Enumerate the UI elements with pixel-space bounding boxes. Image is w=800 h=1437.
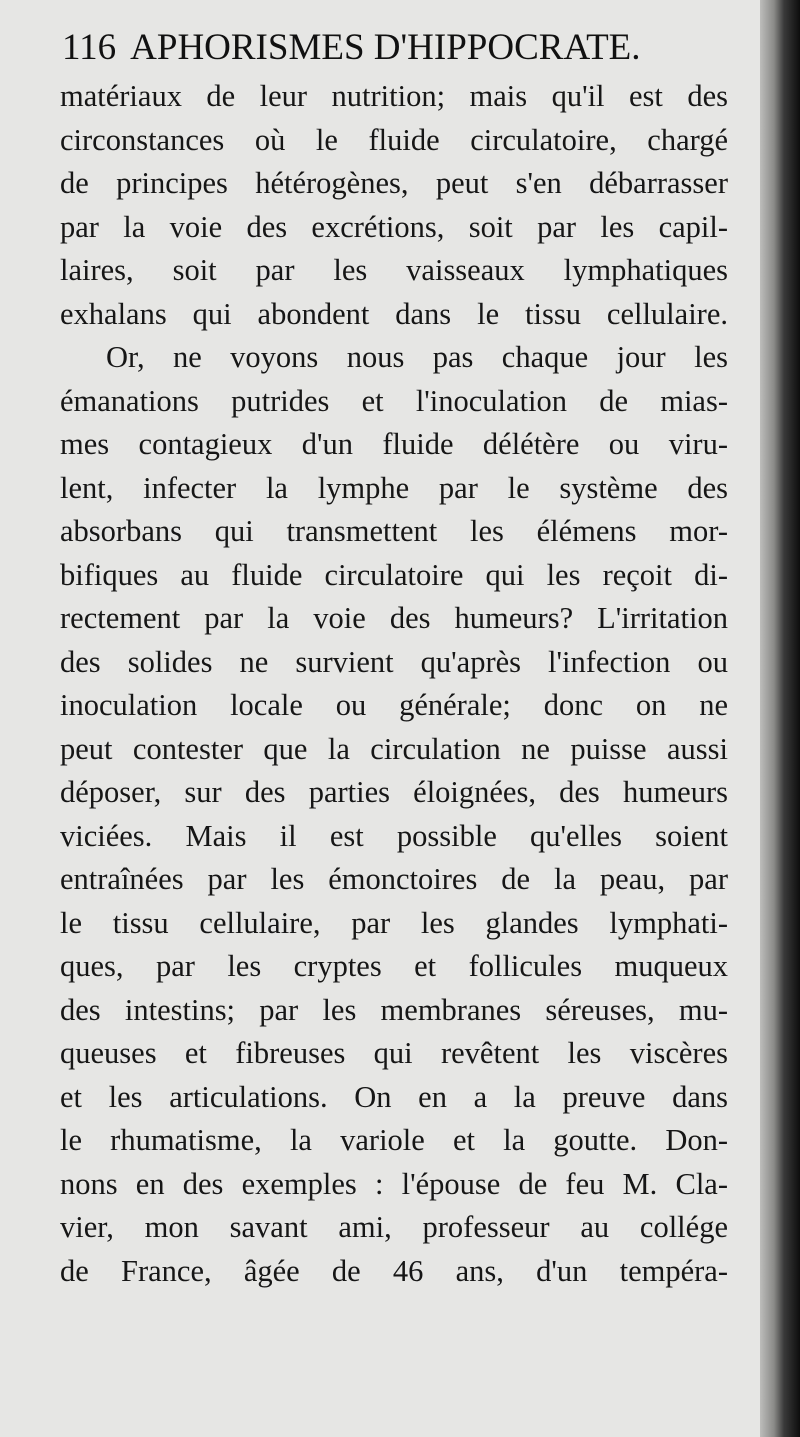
text-line: de France, âgée de 46 ans, d'un tempéra- <box>60 1253 728 1288</box>
page-edge-shadow <box>760 0 800 1437</box>
text-line: de principes hétérogènes, peut s'en débarrasser <box>60 166 728 200</box>
text-line: le rhumatisme, la variole et la goutte. Don- <box>60 1123 728 1157</box>
text-line: entraînées par les émonctoires de la peau, par <box>60 862 728 896</box>
text-line: peut contester que la circulation ne puisse aussi <box>60 731 728 766</box>
text-line: nons en des exemples : l'épouse de feu M. Cla- <box>60 1166 728 1201</box>
text-line: vier, mon savant ami, professeur au collége <box>60 1210 728 1244</box>
text-line: des solides ne survient qu'après l'infection ou <box>60 644 728 679</box>
text-line: émanations putrides et l'inoculation de mias- <box>60 383 728 418</box>
text-line: queuses et fibreuses qui revêtent les viscères <box>60 1036 728 1070</box>
text-line: par la voie des excrétions, soit par les capil- <box>60 209 728 244</box>
running-header <box>62 18 722 78</box>
text-line: viciées. Mais il est possible qu'elles soient <box>60 818 728 853</box>
text-line: inoculation locale ou générale; donc on ne <box>60 688 728 722</box>
text-line: ques, par les cryptes et follicules muqueux <box>60 949 728 983</box>
body-text <box>60 75 728 1293</box>
text-line: circonstances où le fluide circulatoire, chargé <box>60 122 728 157</box>
text-line: déposer, sur des parties éloignées, des humeurs <box>60 775 728 809</box>
text-line: exhalans qui abondent dans le tissu cellulaire. <box>60 296 728 331</box>
text-line: laires, soit par les vaisseaux lymphatiques <box>60 253 728 287</box>
text-line: bifiques au fluide circulatoire qui les reçoit di- <box>60 557 728 592</box>
text-line: mes contagieux d'un fluide délétère ou viru- <box>60 427 728 461</box>
paragraph-start-line: Or, ne voyons nous pas chaque jour les <box>106 340 728 374</box>
text-line: lent, infecter la lymphe par le système des <box>60 470 728 505</box>
page-number: 116 <box>62 27 117 68</box>
running-title: APHORISMES D'HIPPOCRATE. <box>130 27 641 68</box>
text-line: le tissu cellulaire, par les glandes lymphati- <box>60 905 728 940</box>
text-line: rectement par la voie des humeurs? L'irritation <box>60 601 728 635</box>
text-line: et les articulations. On en a la preuve dans <box>60 1079 728 1114</box>
text-line: absorbans qui transmettent les élémens mor- <box>60 514 728 548</box>
text-line: des intestins; par les membranes séreuses, mu- <box>60 992 728 1027</box>
text-line: matériaux de leur nutrition; mais qu'il est des <box>60 79 728 113</box>
